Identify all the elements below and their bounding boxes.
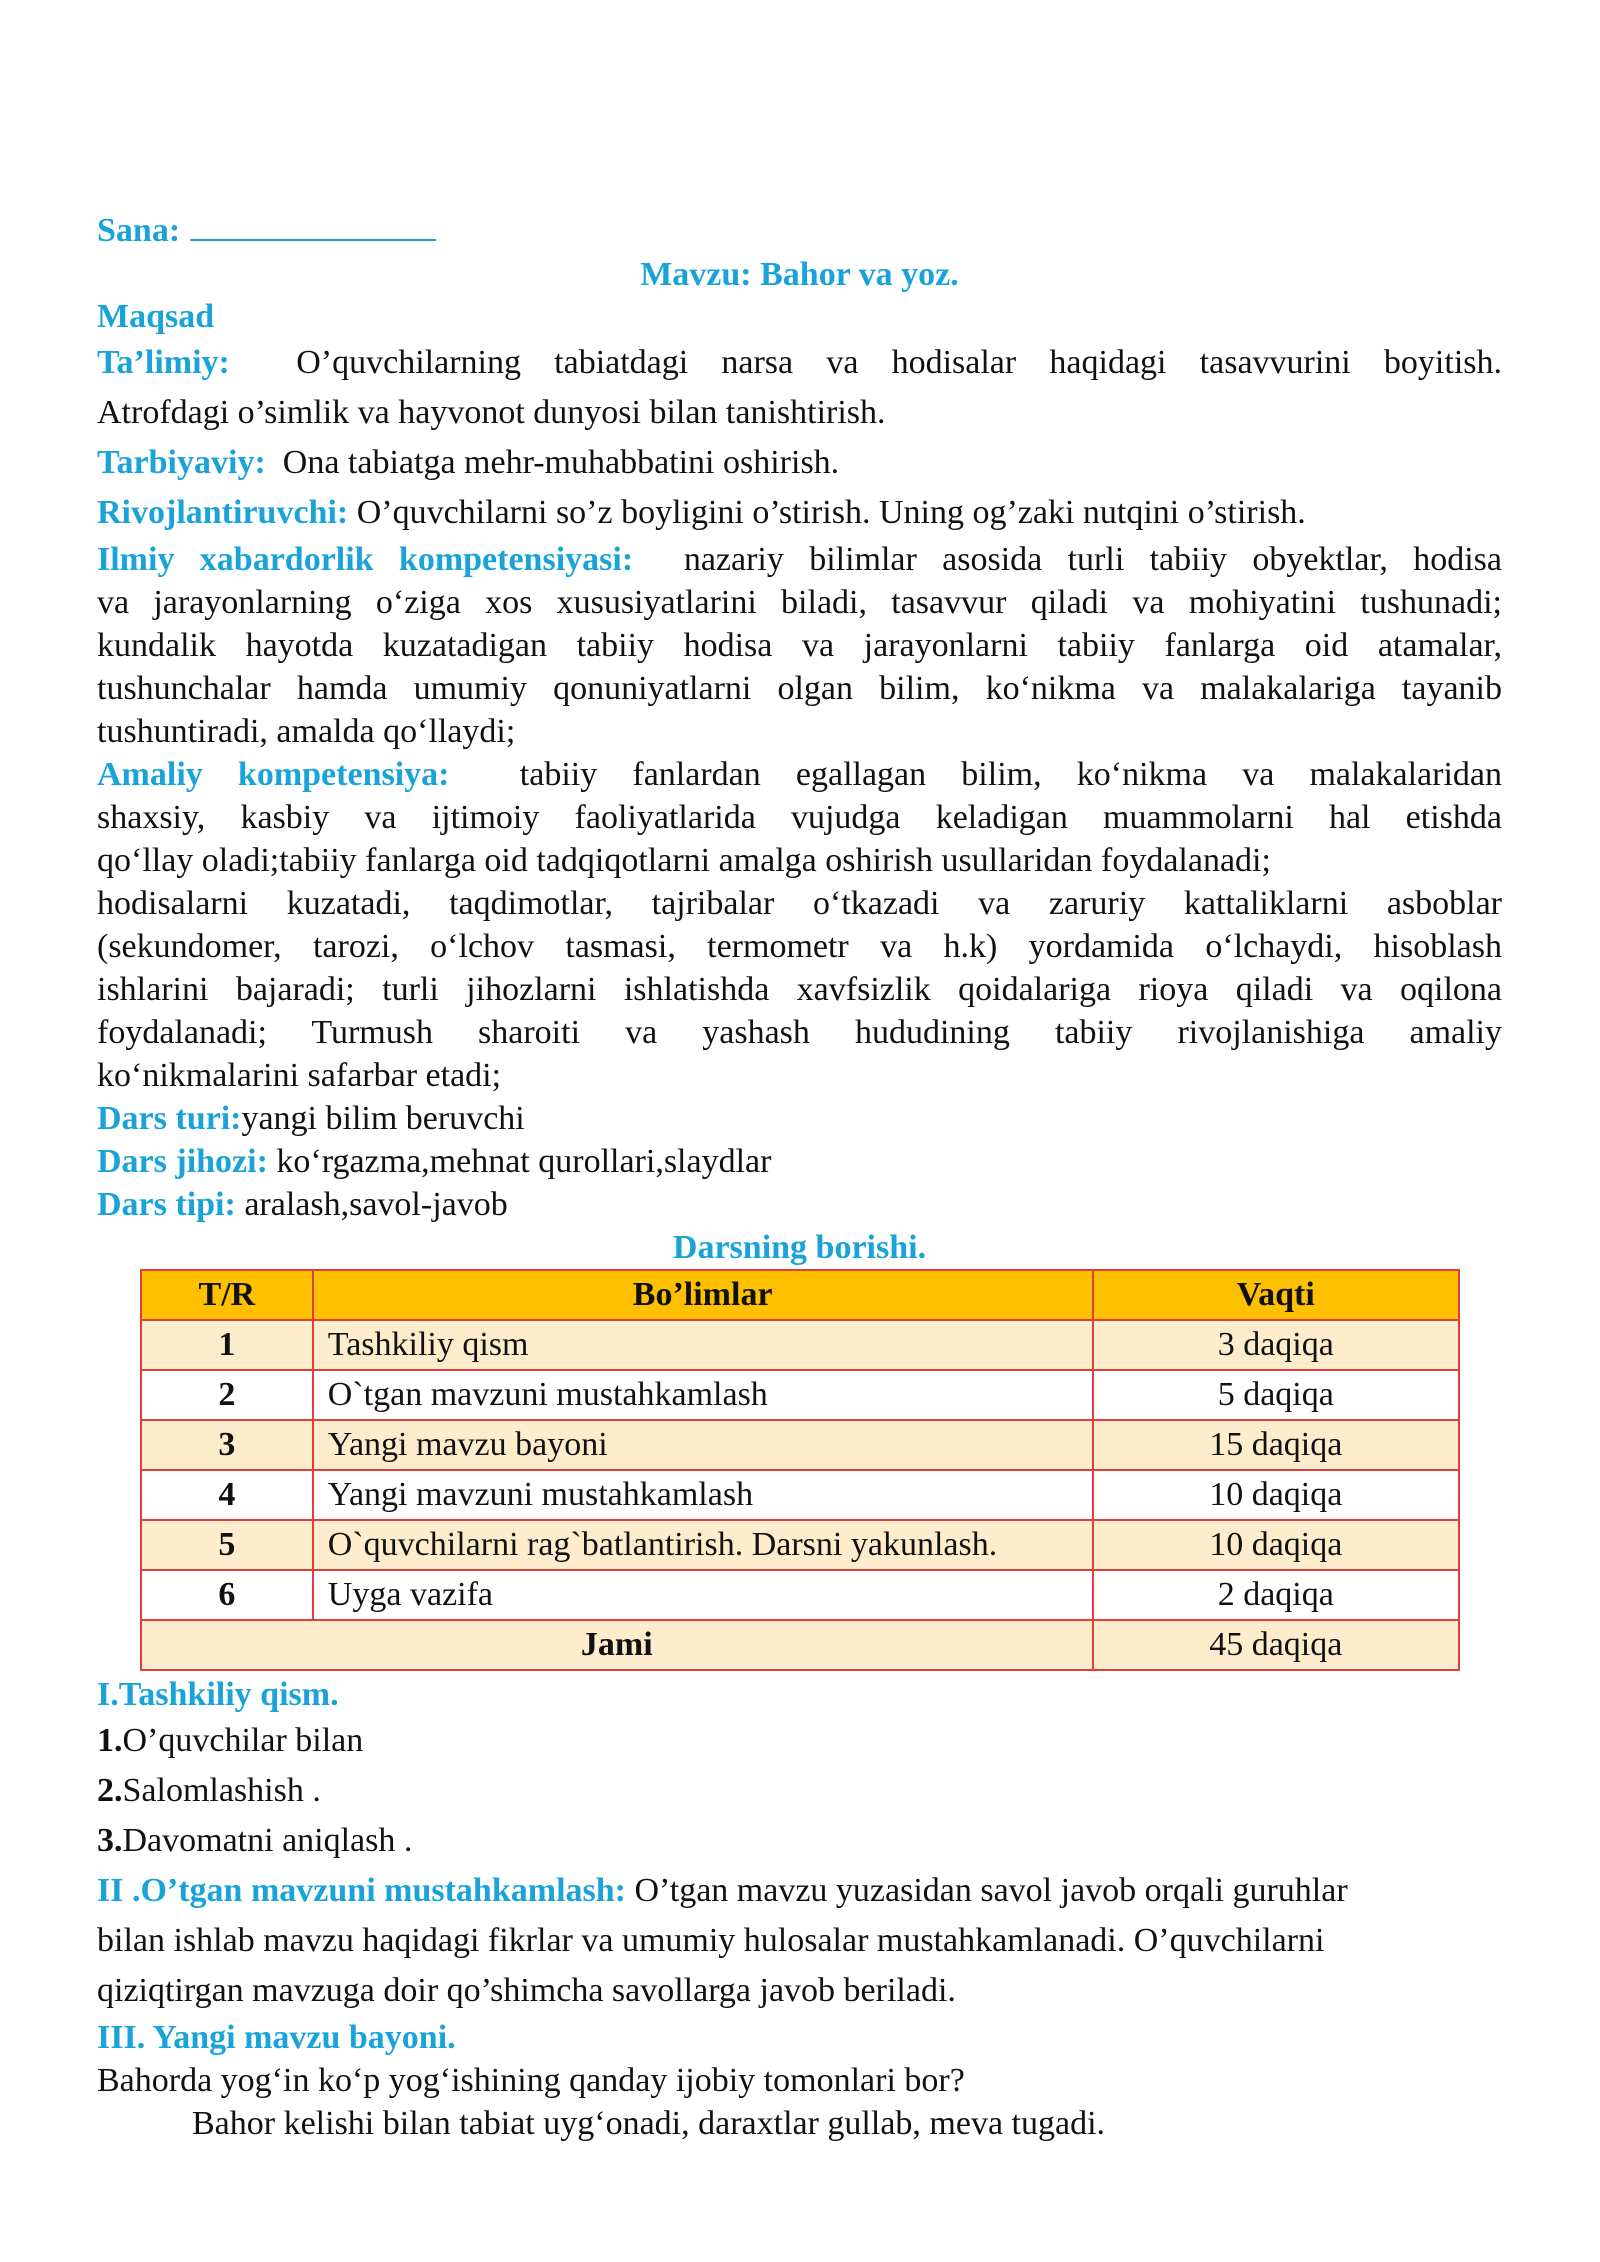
practical-competence-line-5: (sekundomer, tarozi, o‘lchov tasmasi, termometr va h.k) yordamida o‘lchaydi, hisoblash [97, 928, 1502, 965]
scientific-competence-line-3: kundalik hayotda kuzatadigan tabiiy hodisa va jarayonlarni tabiiy fanlarga oid atamalar, [97, 627, 1502, 664]
row-section: Yangi mavzuni mustahkamlash [313, 1470, 1093, 1520]
list-item [97, 1716, 1502, 1766]
educational-goal-line-2: Atrofdagi o’simlik va hayvonot dunyosi bilan tanishtirish. [97, 394, 886, 431]
upbringing-goal-label: Tarbiyaviy: [97, 444, 266, 481]
column-header-time: Vaqti [1093, 1270, 1459, 1320]
row-time: 10 daqiqa [1093, 1470, 1459, 1520]
practical-competence-label: Amaliy kompetensiya: [97, 756, 450, 793]
upbringing-goal-text: Ona tabiatga mehr-muhabbatini oshirish. [282, 444, 840, 481]
topic-title: Mavzu: Bahor va yoz. [640, 256, 959, 293]
row-section: Yangi mavzu bayoni [313, 1420, 1093, 1470]
list-item-number: 2. [97, 1772, 123, 1809]
section-2-line-1 [97, 1866, 1502, 1916]
row-number: 4 [141, 1470, 313, 1520]
table-total-row [141, 1620, 1459, 1670]
scientific-competence-text-1: nazariy bilimlar asosida turli tabiiy obyektlar, hodisa [683, 541, 1503, 578]
lesson-type-label: Dars turi: [97, 1100, 242, 1137]
table-row [141, 1570, 1459, 1620]
row-section: O`tgan mavzuni mustahkamlash [313, 1370, 1093, 1420]
practical-competence-line-6: ishlarini bajaradi; turli jihozlarni ishlatishda xavfsizlik qoidalariga rioya qiladi va oqilona [97, 971, 1502, 1008]
practical-competence-text-1: tabiiy fanlardan egallagan bilim, ko‘nikma va malakalaridan [519, 756, 1503, 793]
column-header-number: T/R [141, 1270, 313, 1320]
lesson-equipment-label: Dars jihozi: [97, 1143, 268, 1180]
lesson-progress-title: Darsning borishi. [672, 1229, 927, 1266]
scientific-competence-line-2: va jarayonlarning o‘ziga xos xususiyatlarini biladi, tasavvur qiladi va mohiyatini tushunadi; [97, 584, 1502, 621]
section-3-line-2: Bahor kelishi bilan tabiat uyg‘onadi, daraxtlar gullab, meva tugadi. [192, 2105, 1106, 2142]
total-label: Jami [141, 1620, 1093, 1670]
lesson-type-text: yangi bilim beruvchi [241, 1100, 525, 1137]
row-section: O`quvchilarni rag`batlantirish. Darsni yakunlash. [313, 1520, 1093, 1570]
row-time: 2 daqiqa [1093, 1570, 1459, 1620]
practical-competence-line-3: qo‘llay oladi;tabiiy fanlarga oid tadqiqotlarni amalga oshirish usullaridan foydalanadi; [97, 842, 1271, 879]
practical-competence-line-2: shaxsiy, kasbiy va ijtimoiy faoliyatlarida vujudga keladigan muammolarni hal etishda [97, 799, 1502, 836]
section-3-title: III. Yangi mavzu bayoni. [97, 2019, 456, 2056]
section-2-line-2: bilan ishlab mavzu haqidagi fikrlar va umumiy hulosalar mustahkamlanadi. O’quvchilarni [97, 1922, 1325, 1959]
table-row [141, 1520, 1459, 1570]
section-2-title: II .O’tgan mavzuni mustahkamlash: [97, 1872, 626, 1909]
table-row [141, 1370, 1459, 1420]
table-header-row [141, 1270, 1459, 1320]
lesson-type [97, 1097, 1502, 1140]
scientific-competence [97, 538, 1502, 753]
scientific-competence-line-5: tushuntiradi, amalda qo‘llaydi; [97, 713, 516, 750]
row-number: 1 [141, 1320, 313, 1370]
section-3-line-1: Bahorda yog‘in ko‘p yog‘ishining qanday ijobiy tomonlari bor? [97, 2062, 965, 2099]
educational-goal-label: Ta’limiy: [97, 344, 230, 381]
lesson-equipment [97, 1140, 1502, 1183]
list-item-text: O’quvchilar bilan [122, 1722, 364, 1759]
practical-competence [97, 753, 1502, 1097]
list-item-text: Salomlashish . [122, 1772, 321, 1809]
row-time: 5 daqiqa [1093, 1370, 1459, 1420]
list-item-number: 1. [97, 1722, 123, 1759]
list-item-text: Davomatni aniqlash . [122, 1822, 413, 1859]
date-blank [190, 209, 436, 241]
scientific-competence-label: Ilmiy xabardorlik kompetensiyasi: [97, 541, 634, 578]
lesson-equipment-text: ko‘rgazma,mehnat qurollari,slaydlar [276, 1143, 772, 1180]
practical-competence-line-1 [97, 753, 1502, 796]
row-number: 2 [141, 1370, 313, 1420]
date-line [97, 208, 1502, 254]
row-number: 3 [141, 1420, 313, 1470]
section-1-title: I.Tashkiliy qism. [97, 1676, 339, 1713]
lesson-format [97, 1183, 1502, 1226]
scientific-competence-line-1 [97, 538, 1502, 581]
lesson-plan-table [140, 1269, 1460, 1671]
date-label: Sana: [97, 212, 181, 249]
document-content [97, 208, 1502, 2145]
practical-competence-line-7: foydalanadi; Turmush sharoiti va yashash hududining tabiiy rivojlanishiga amaliy [97, 1014, 1502, 1051]
educational-goal [97, 338, 1502, 388]
list-item [97, 1766, 1502, 1816]
list-item [97, 1816, 1502, 1866]
upbringing-goal [97, 438, 1502, 488]
practical-competence-line-8: ko‘nikmalarini safarbar etadi; [97, 1057, 502, 1094]
row-time: 10 daqiqa [1093, 1520, 1459, 1570]
goal-heading: Maqsad [97, 298, 215, 335]
practical-competence-line-4: hodisalarni kuzatadi, taqdimotlar, tajribalar o‘tkazadi va zaruriy kattaliklarni asboblar [97, 885, 1502, 922]
row-section: Tashkiliy qism [313, 1320, 1093, 1370]
section-2 [97, 1866, 1502, 2016]
lesson-format-label: Dars tipi: [97, 1186, 236, 1223]
developmental-goal [97, 488, 1502, 538]
developmental-goal-label: Rivojlantiruvchi: [97, 494, 349, 531]
row-time: 3 daqiqa [1093, 1320, 1459, 1370]
row-number: 6 [141, 1570, 313, 1620]
list-item-number: 3. [97, 1822, 123, 1859]
developmental-goal-text: O’quvchilarni so’z boyligini o’stirish. Uning og’zaki nutqini o’stirish. [356, 494, 1306, 531]
row-time: 15 daqiqa [1093, 1420, 1459, 1470]
row-number: 5 [141, 1520, 313, 1570]
scientific-competence-line-4: tushunchalar hamda umumiy qonuniyatlarni olgan bilim, ko‘nikma va malakalariga tayanib [97, 670, 1502, 707]
educational-goal-text-1: O’quvchilarning tabiatdagi narsa va hodisalar haqidagi tasavvurini boyitish. [296, 344, 1502, 381]
column-header-section: Bo’limlar [313, 1270, 1093, 1320]
table-row [141, 1470, 1459, 1520]
table-row [141, 1420, 1459, 1470]
section-2-text-1: O’tgan mavzu yuzasidan savol javob orqali guruhlar [634, 1872, 1348, 1909]
row-section: Uyga vazifa [313, 1570, 1093, 1620]
lesson-format-text: aralash,savol-javob [244, 1186, 508, 1223]
table-row [141, 1320, 1459, 1370]
total-time: 45 daqiqa [1093, 1620, 1459, 1670]
section-2-line-3: qiziqtirgan mavzuga doir qo’shimcha savollarga javob beriladi. [97, 1972, 956, 2009]
